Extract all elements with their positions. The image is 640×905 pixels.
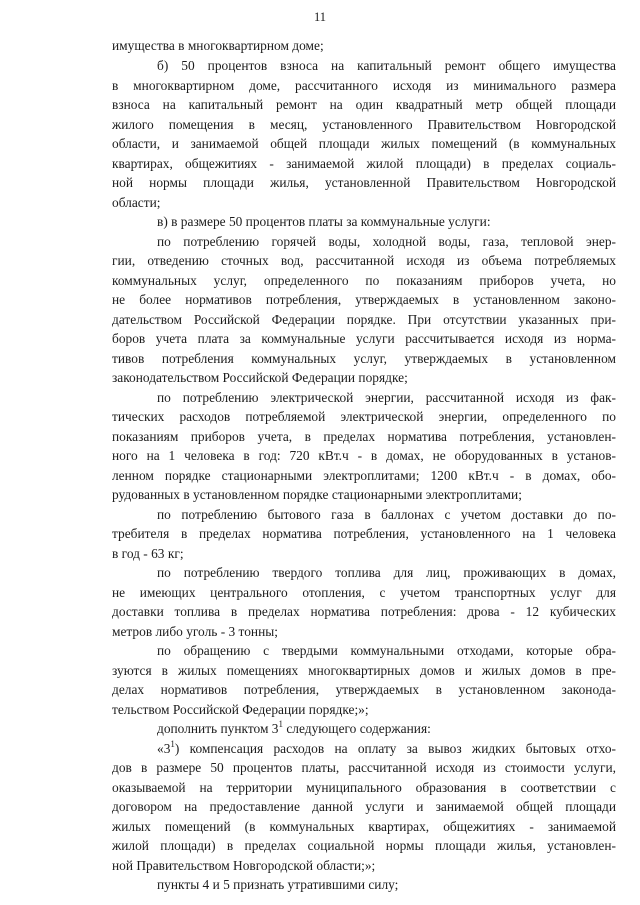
text-line: в) в размере 50 процентов платы за коммунальные услуги:	[157, 214, 491, 229]
text-line: договором на предоставление данной услуги и занимаемой общей площади	[112, 799, 616, 814]
text-line: тельством Российской Федерации порядке;»;	[112, 702, 369, 717]
text-line: требителя в пределах норматива потребления, установленного на 1 человека	[112, 526, 616, 541]
text-line: в многоквартирном доме, рассчитанного исходя из минимального размера	[112, 78, 616, 93]
text-line: тических расходов потребляемой электрической энергии, определенного по	[112, 409, 616, 424]
text-line: законодательством Российской Федерации порядке;	[112, 370, 408, 385]
text-line: ной Правительством Новгородской области;»;	[112, 858, 376, 873]
text-line: не более нормативов потребления, утверждаемых в установленном законо-	[112, 292, 616, 307]
text-line: б) 50 процентов взноса на капитальный ремонт общего имущества	[157, 58, 616, 73]
text-line: показаниям приборов учета, в пределах норматива потребления, установлен-	[112, 429, 616, 444]
text-line: дов в размере 50 процентов платы, рассчитанной исходя из стоимости услуги,	[112, 760, 616, 775]
amendment-text: следующего содержания:	[283, 721, 431, 736]
text-line: ной нормы площади жилья, установленной Правительством Новгородской	[112, 175, 616, 190]
text-line: зуются в жилых помещениях многоквартирных домов и жилых домов в пре-	[112, 663, 616, 678]
text-line: по потреблению твердого топлива для лиц, проживающих в домах,	[157, 565, 616, 580]
text-line: оказываемой на территории муниципального образования в соответствии с	[112, 780, 616, 795]
text-line: жилых помещений (в коммунальных квартирах, общежитиях - занимаемой	[112, 819, 616, 834]
item-number: «3	[157, 741, 171, 756]
text-line: квартирах, общежитиях - занимаемой жилой площади) в пределах социаль-	[112, 156, 616, 171]
text-line: не имеющих центрального отопления, с учетом транспортных услуг для	[112, 585, 616, 600]
text-line: пункты 4 и 5 признать утратившими силу;	[157, 877, 399, 892]
text-line: рудованных в установленном порядке стационарными электроплитами;	[112, 487, 522, 502]
text-line: боров учета плата за коммунальные услуги рассчитывается исходя из норма-	[112, 331, 616, 346]
text-line: ного на 1 человека в год: 720 кВт.ч - в домах, не оборудованных в установ-	[112, 448, 616, 463]
text-line: доставки топлива в пределах норматива потребления: дрова - 12 кубических	[112, 604, 616, 619]
text-line: ленном порядке стационарными электроплитами; 1200 кВт.ч - в домах, обо-	[112, 468, 616, 483]
text-line: по потреблению горячей воды, холодной воды, газа, тепловой энер-	[157, 234, 616, 249]
text-line: области;	[112, 195, 161, 210]
text-line: метров либо уголь - 3 тонны;	[112, 624, 278, 639]
page-number: 11	[313, 10, 327, 24]
text-line: дательством Российской Федерации порядке. При отсутствии указанных при-	[112, 312, 616, 327]
superscript-one: 1	[170, 738, 175, 749]
text-line: тивов потребления коммунальных услуг, утверждаемых в установленном	[112, 351, 616, 366]
item-text: ) компенсация расходов на оплату за вывоз жидких бытовых отхо-	[174, 741, 616, 756]
text-line: имущества в многоквартирном доме;	[112, 38, 324, 53]
text-line: в год - 63 кг;	[112, 546, 184, 561]
amendment-text: дополнить пунктом 3	[157, 721, 279, 736]
text-line: коммунальных услуг, определенного по показаниям приборов учета, но	[112, 273, 616, 288]
superscript-one: 1	[278, 718, 284, 729]
text-line: гии, отведению сточных вод, рассчитанной исходя из объема потребляемых	[112, 253, 616, 268]
text-line: области, и занимаемой общей площади жилых помещений (в коммунальных	[112, 136, 616, 151]
text-line: взноса на капитальный ремонт на один квадратный метр общей площади	[112, 97, 616, 112]
text-line: делах нормативов потребления, утверждаемых в установленном законода-	[112, 682, 616, 697]
text-line: по потреблению бытового газа в баллонах с учетом доставки до по-	[157, 507, 616, 522]
text-line: жилого помещения в месяц, установленного Правительством Новгородской	[112, 117, 616, 132]
text-line: по обращению с твердыми коммунальными отходами, которые обра-	[157, 643, 616, 658]
new-item-first-line	[157, 740, 616, 757]
text-line: жилой площади) в пределах социальной нормы площади жилья, установлен-	[112, 838, 616, 853]
text-line: по потреблению электрической энергии, рассчитанной исходя из фак-	[157, 390, 616, 405]
amendment-instruction	[157, 720, 431, 737]
